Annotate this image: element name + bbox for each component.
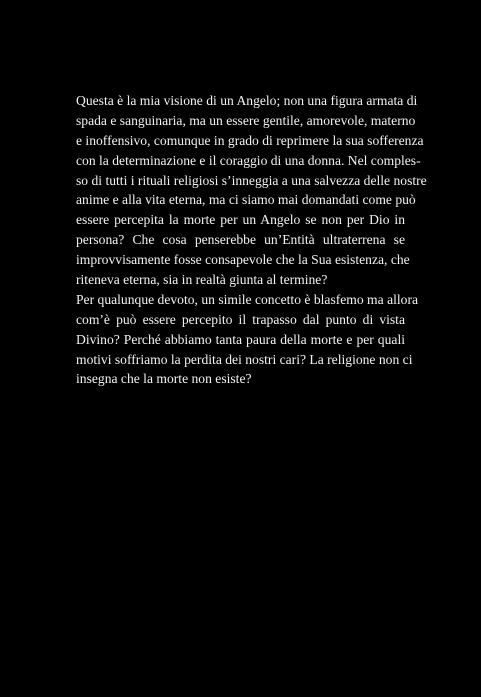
text-line: so di tutti i rituali religiosi s’inneggia a una salvezza delle nostre — [76, 172, 427, 188]
body-text — [76, 91, 427, 389]
paragraph-2 — [76, 290, 419, 389]
text-line: anime e alla vita eterna, ma ci siamo mai domandati come può — [76, 192, 416, 208]
text-line: spada e sanguinaria, ma un essere gentile, amorevole, materno — [76, 112, 416, 128]
text-line: e inoffensivo, comunque in grado di reprimere la sua sofferenza — [76, 132, 424, 148]
text-line: insegna che la morte non esiste? — [76, 371, 252, 387]
text-line: improvvisamente fosse consapevole che la Sua esistenza, che — [76, 252, 410, 268]
text-line: Divino? Perché abbiamo tanta paura della morte e per quali — [76, 331, 405, 347]
text-line: Questa è la mia visione di un Angelo; non una figura armata di — [76, 93, 418, 108]
text-line: con la determinazione e il coraggio di una donna. Nel comples- — [76, 152, 421, 168]
paragraph-1 — [76, 91, 427, 290]
text-line: essere percepita la morte per un Angelo se non per Dio in — [76, 212, 405, 228]
text-line: riteneva eterna, sia in realtà giunta al termine? — [76, 272, 328, 288]
text-line: persona? Che cosa penserebbe un’Entità ultraterrena se — [76, 232, 405, 248]
text-line: Per qualunque devoto, un simile concetto è blasfemo ma allora — [76, 291, 419, 307]
text-line: com’è può essere percepito il trapasso dal punto di vista — [76, 311, 405, 327]
text-line: motivi soffriamo la perdita dei nostri cari? La religione non ci — [76, 351, 413, 367]
